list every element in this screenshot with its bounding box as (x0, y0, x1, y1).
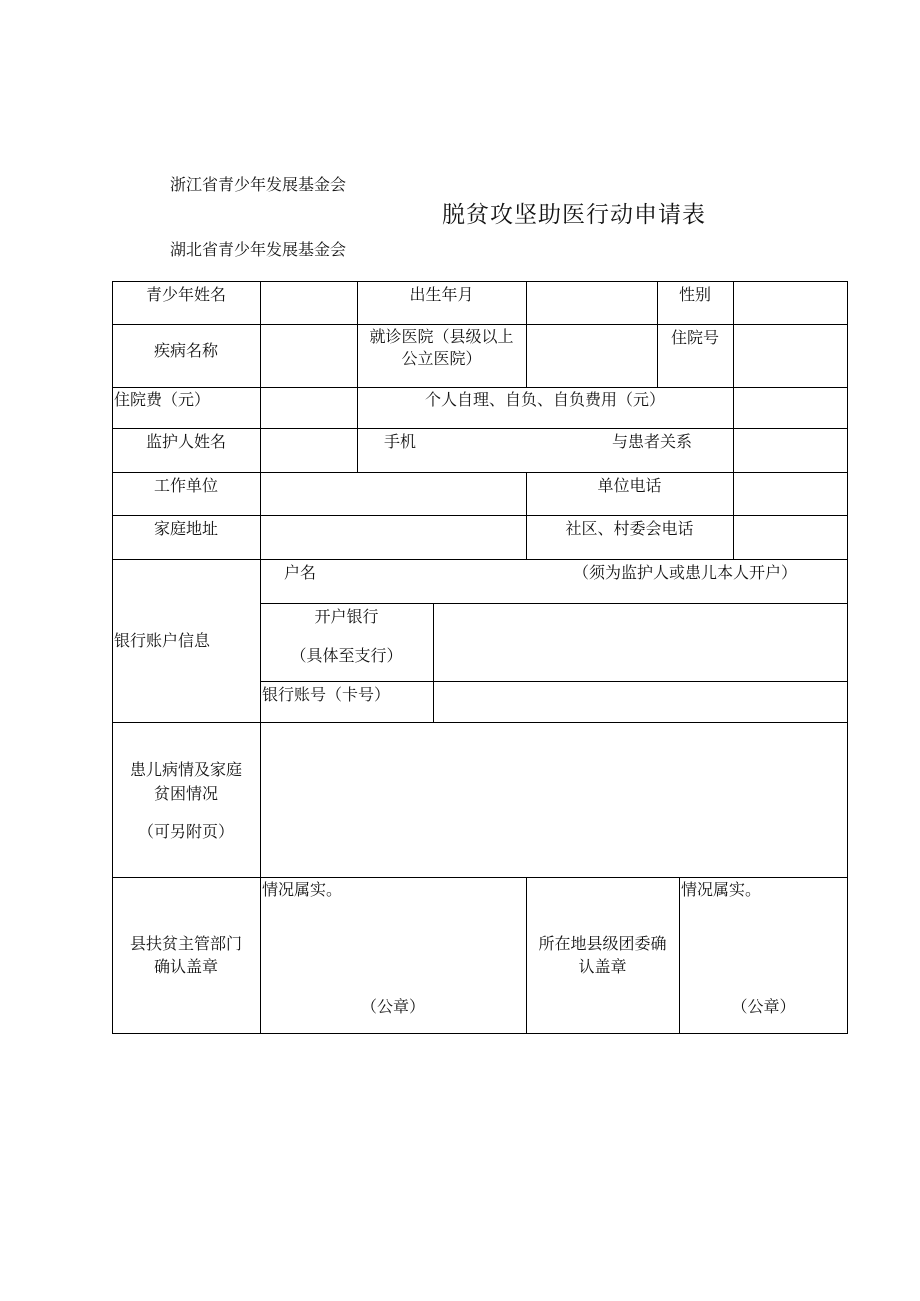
label-account-name: 户名 (284, 563, 317, 582)
label-verified-2: 情况属实。 (681, 880, 762, 899)
table-rule (112, 877, 848, 878)
label-self-pay: 个人自理、自负、自负费用（元） (424, 390, 665, 409)
table-rule (260, 603, 848, 604)
label-phone: 手机 (384, 432, 417, 451)
label-hospital-line2: 公立医院） (401, 349, 482, 368)
table-rule (112, 722, 848, 723)
label-birth-date: 出生年月 (409, 285, 474, 304)
label-condition-line3: （可另附页） (137, 822, 234, 841)
application-form-table (112, 281, 848, 1034)
label-bank-line2: （具体至支行） (290, 646, 403, 665)
label-bank-line1: 开户银行 (314, 607, 379, 626)
label-verified-1: 情况属实。 (262, 880, 343, 899)
label-league-line2: 认盖章 (578, 957, 627, 976)
org-zhejiang: 浙江省青少年发展基金会 (170, 175, 347, 194)
table-rule (847, 281, 848, 1034)
label-unit-phone: 单位电话 (597, 476, 662, 495)
label-bank-info: 银行账户信息 (114, 631, 211, 650)
label-hospital-fee: 住院费（元） (114, 390, 211, 409)
label-seal-1: （公章） (360, 997, 425, 1016)
label-work-unit: 工作单位 (153, 476, 218, 495)
table-rule (433, 603, 434, 722)
table-rule (112, 515, 848, 516)
label-guardian-name: 监护人姓名 (145, 432, 226, 451)
label-gender: 性别 (678, 285, 711, 304)
table-rule (112, 1033, 848, 1034)
table-rule (112, 387, 848, 388)
label-hospital-line1: 就诊医院（县级以上 (369, 327, 514, 346)
label-seal-2: （公章） (731, 997, 796, 1016)
table-rule (526, 281, 527, 387)
table-rule (733, 281, 734, 559)
label-admission-no: 住院号 (670, 328, 719, 347)
table-rule (112, 281, 848, 282)
label-county-dept-line2: 确认盖章 (153, 957, 218, 976)
table-rule (112, 324, 848, 325)
form-title: 脱贫攻坚助医行动申请表 (442, 202, 706, 228)
label-condition-line1: 患儿病情及家庭 (129, 760, 242, 779)
label-community-phone: 社区、村委会电话 (565, 519, 694, 538)
label-league-line1: 所在地县级团委确 (538, 934, 667, 953)
label-account-note: （须为监护人或患儿本人开户） (573, 563, 798, 582)
label-account-no: 银行账号（卡号） (262, 685, 391, 704)
label-relation: 与患者关系 (612, 432, 693, 451)
table-rule (112, 559, 848, 560)
label-disease-name: 疾病名称 (153, 341, 218, 360)
table-rule (357, 281, 358, 472)
label-county-dept-line1: 县扶贫主管部门 (129, 934, 242, 953)
label-home-address: 家庭地址 (153, 519, 218, 538)
table-rule (112, 428, 848, 429)
table-rule (112, 281, 113, 1034)
table-rule (260, 681, 848, 682)
label-condition-line2: 贫困情况 (153, 784, 218, 803)
org-hubei: 湖北省青少年发展基金会 (170, 240, 347, 259)
label-youth-name: 青少年姓名 (145, 285, 226, 304)
table-rule (112, 472, 848, 473)
